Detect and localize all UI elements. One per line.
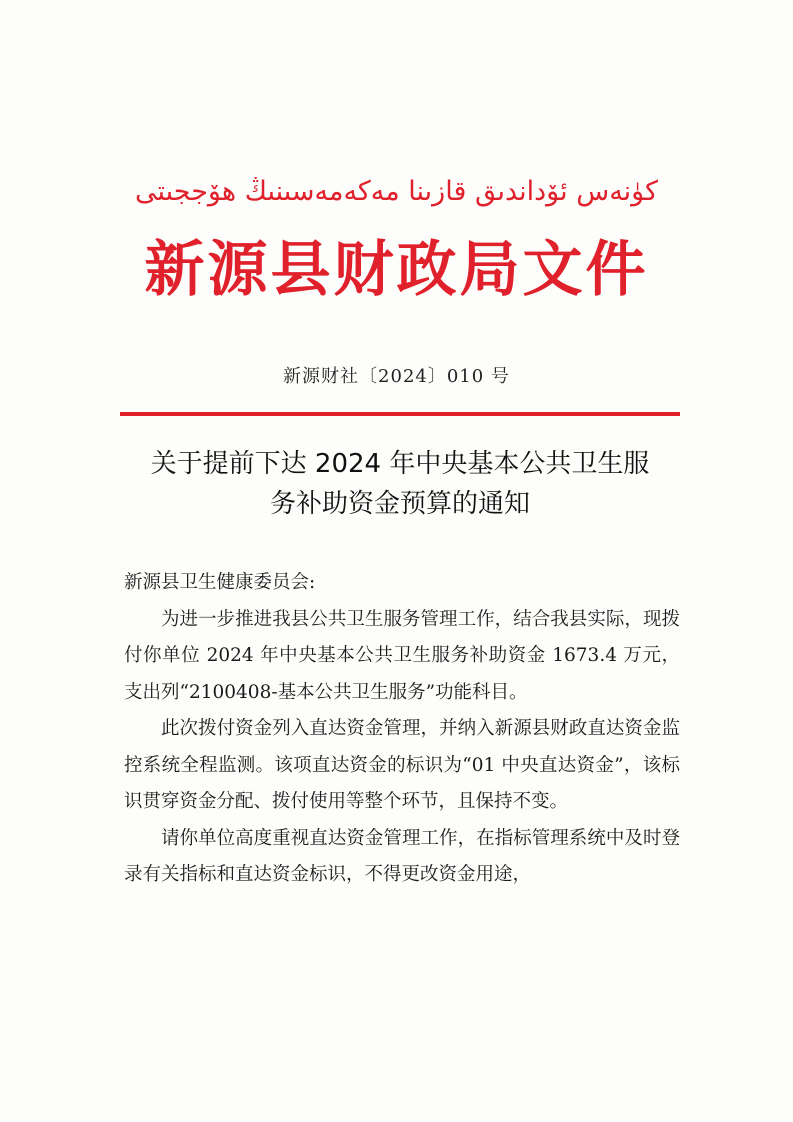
notice-title: [110, 444, 690, 524]
document-number: 新源财社〔2024〕010 号: [283, 366, 510, 387]
body-paragraph-2: 此次拨付资金列入直达资金管理，并纳入新源县财政直达资金监控系统全程监测。该项直达资金的标识为“01 中央直达资金”，该标识贯穿资金分配、拨付使用等整个环节，且保持不变。: [124, 718, 680, 812]
notice-title-line-2: 务补助资金预算的通知: [269, 489, 530, 519]
notice-body: [124, 565, 680, 894]
salutation: 新源县卫生健康委员会:: [124, 572, 316, 593]
red-divider-line: [120, 412, 680, 416]
uyghur-header-title: كۈنەس ئۆداندىق قازىنا مەكەمەسىنىڭ ھۆججىتى: [135, 176, 658, 207]
red-header-title: 新源县财政局文件: [144, 235, 649, 305]
body-paragraph-1: 为进一步推进我县公共卫生服务管理工作，结合我县实际，现拨付你单位 2024 年中央基本公共卫生服务补助资金 1673.4 万元，支出列“2100408-基本公共卫生服务”功能科目。: [124, 608, 680, 703]
body-paragraph-3: 请你单位高度重视直达资金管理工作，在指标管理系统中及时登录有关指标和直达资金标识，不得更改资金用途，: [124, 827, 680, 885]
notice-title-line-1: 关于提前下达 2024 年中央基本公共卫生服: [150, 449, 650, 479]
